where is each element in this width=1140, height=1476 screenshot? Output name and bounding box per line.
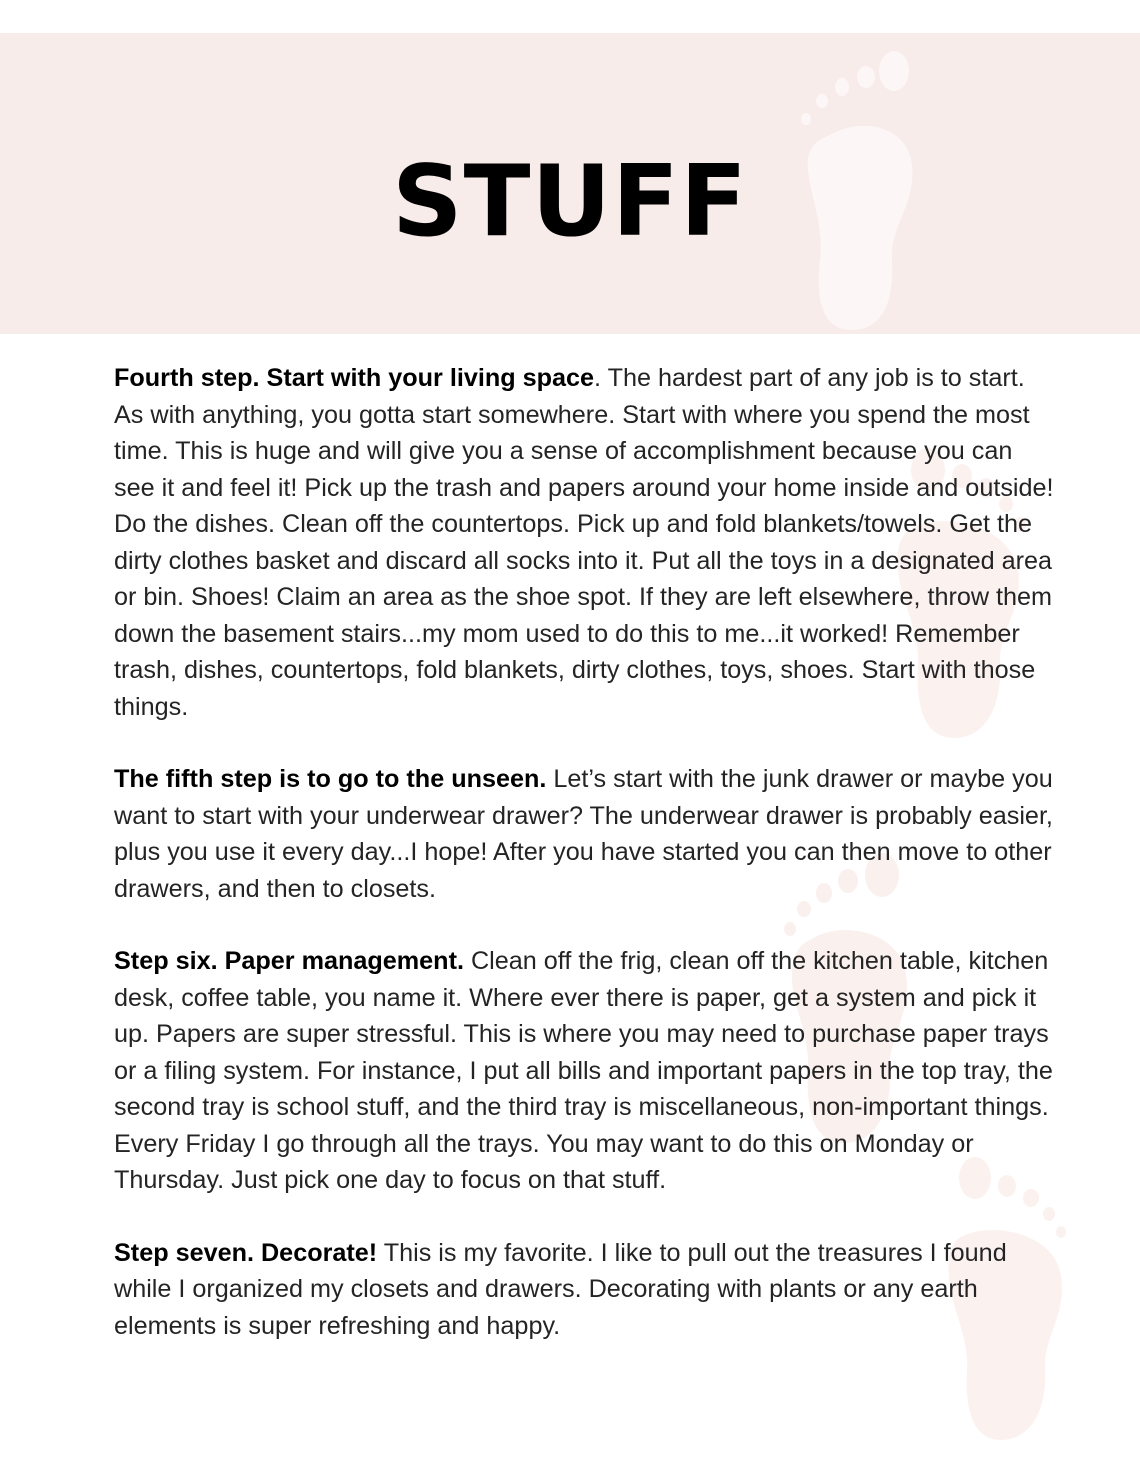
paragraph-fourth-step [114,360,1054,725]
paragraph-lead: The fifth step is to go to the unseen. [114,765,547,793]
page-title: STUFF [392,145,748,259]
paragraph-lead: Step seven. Decorate! [114,1238,378,1267]
paragraph-text: Let’s start with the junk drawer or maybe you want to start with your underwear drawer? The underwear drawer is probably easier, plus you use it every day...I hope! After you have started you can then move to other drawers, and then to closets. [114,765,1053,903]
paragraph-text: This is my favorite. I like to pull out the treasures I found while I organized my closets and drawers. Decorating with plants or any earth elements is super refreshing and happy. [114,1238,1007,1340]
article-body [114,360,1054,1380]
paragraph-text: . The hardest part of any job is to start. As with anything, you gotta start somewhere. Start with where you spend the most time. This is huge and will give you a sense of accomplishment because you can see it and feel it! Pick up the trash and papers around your home inside and outside! Do the dishes. Clean off the countertops. Pick up and fold blankets/towels. Get the dirty clothes basket and discard all socks into it. Put all the toys in a designated area or bin. Shoes! Claim an area as the shoe spot. If they are left elsewhere, throw them down the basement stairs...my mom used to do this to me...it worked! Remember trash, dishes, countertops, fold blankets, dirty clothes, toys, shoes. Start with those things. [114,364,1054,721]
paragraph-fifth-step [114,761,1054,907]
paragraph-lead: Step six. Paper management. [114,947,464,975]
paragraph-text: Clean off the frig, clean off the kitchen table, kitchen desk, coffee table, you name it. Where ever there is paper, get a system and pick it up. Papers are super stressful. This is where you may need to purchase paper trays or a filing system. For instance, I put all bills and important papers in the top tray, the second tray is school stuff, and the third tray is miscellaneous, non-important things. Every Friday I go through all the trays. You may want to do this on Monday or Thursday. Just pick one day to focus on that stuff. [114,947,1053,1194]
paragraph-step-seven [114,1235,1054,1345]
header-band [0,33,1140,334]
paragraph-step-six [114,943,1054,1199]
paragraph-lead: Fourth step. Start with your living space [114,364,595,392]
